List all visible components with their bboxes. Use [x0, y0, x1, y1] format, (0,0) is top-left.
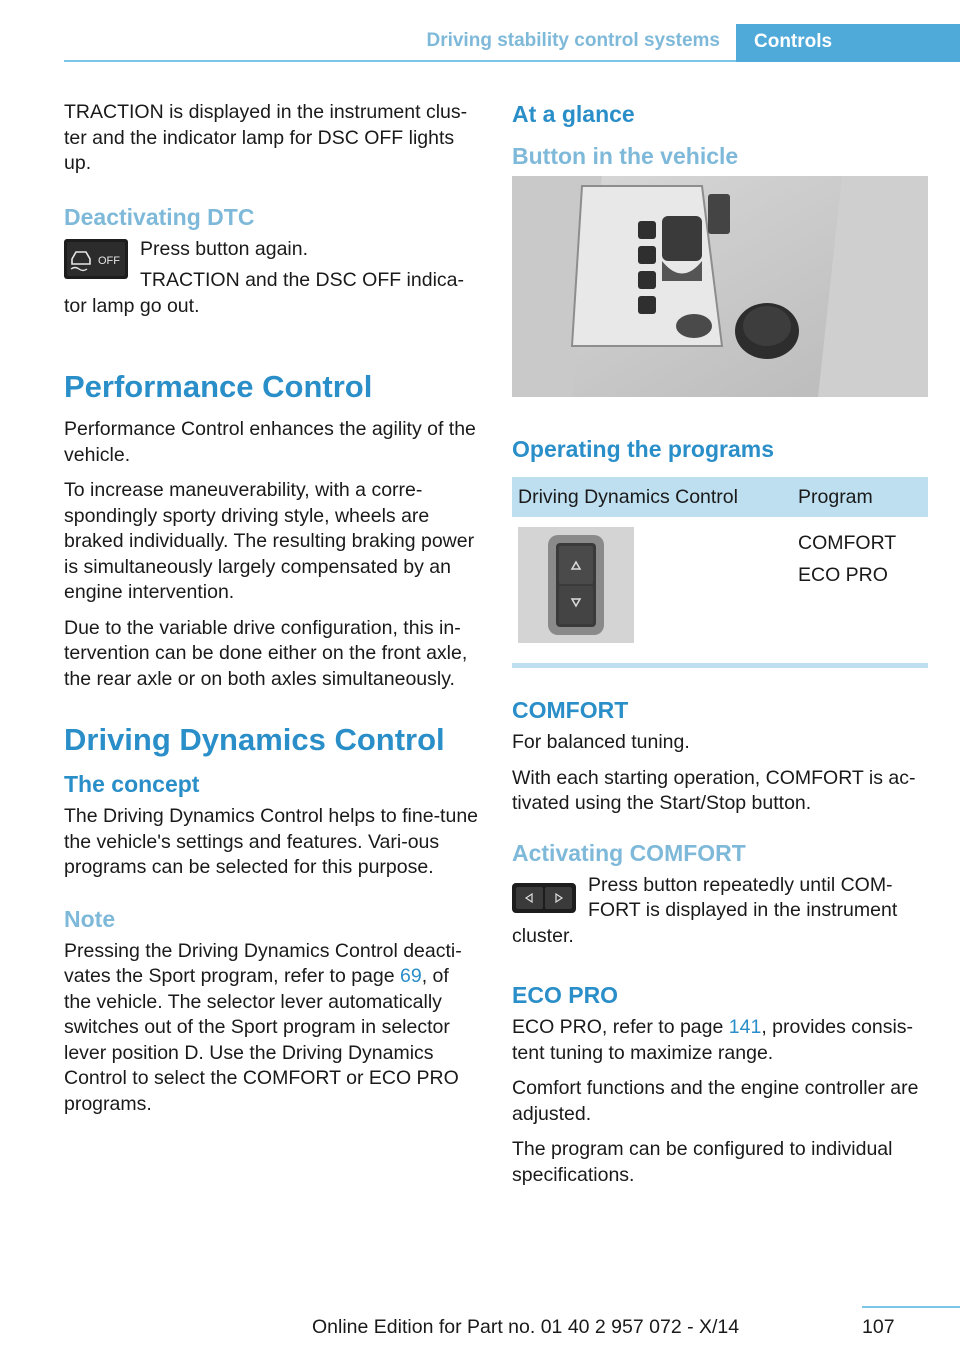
deactivating-dtc-heading: Deactivating DTC	[64, 203, 255, 230]
concept-heading: The concept	[64, 771, 200, 797]
performance-paragraph-2: To increase maneuverability, with a corre-spondingly sporty driving style, wheels are braked individually. The resulting braking power is simultaneously largely compensated by an engine intervention.	[64, 479, 475, 603]
ddc-switch-cell	[512, 517, 792, 663]
chapter-tab: Controls	[736, 24, 960, 62]
svg-text:OFF: OFF	[98, 254, 120, 267]
table-header-program: Program	[792, 477, 928, 517]
table-row	[512, 517, 928, 663]
programs-table	[512, 477, 928, 663]
activate-block	[512, 873, 928, 960]
activating-comfort-heading: Activating COMFORT	[512, 839, 746, 866]
left-column	[64, 100, 480, 1127]
performance-control-heading: Performance Control	[64, 369, 373, 404]
right-column	[512, 100, 928, 1198]
program-eco-pro: ECO PRO	[798, 564, 888, 586]
dsc-off-button-icon	[64, 239, 128, 279]
driving-dynamics-switch-image	[518, 527, 634, 643]
comfort-paragraph-2: With each starting operation, COMFORT is ac-tivated using the Start/Stop button.	[512, 766, 916, 814]
concept-paragraph: The Driving Dynamics Control helps to fine-tune the vehicle's settings and features. Vari-ous programs can be selected for this purpose.	[64, 805, 479, 878]
program-comfort: COMFORT	[798, 532, 897, 554]
driving-dynamics-control-heading: Driving Dynamics Control	[64, 722, 445, 757]
performance-paragraph-3: Due to the variable drive configuration, this in-tervention can be done either on the front axle, the rear axle or on both axles simultaneously.	[64, 616, 468, 690]
page-141-link[interactable]: 141	[728, 1016, 762, 1038]
button-in-vehicle-heading: Button in the vehicle	[512, 143, 739, 169]
center-console-photo	[512, 176, 928, 397]
eco-pro-paragraph-3: The program can be configured to individual specifications.	[512, 1138, 893, 1186]
at-a-glance-heading: At a glance	[512, 101, 635, 127]
note-heading: Note	[64, 905, 116, 932]
footer-rule	[862, 1306, 960, 1308]
eco-pro-paragraph-2: Comfort functions and the engine controller are adjusted.	[512, 1077, 919, 1125]
operating-programs-heading: Operating the programs	[512, 436, 774, 462]
table-header-control: Driving Dynamics Control	[512, 477, 792, 517]
table-bottom-rule	[512, 663, 928, 668]
activating-comfort-paragraph: Press button repeatedly until COM-FORT is displayed in the instrument cluster.	[512, 873, 898, 947]
ddc-rocker-switch-icon	[512, 877, 576, 917]
eco-pro-paragraph-1: ECO PRO, refer to page 141, provides consis-tent tuning to maximize range.	[512, 1016, 914, 1064]
comfort-paragraph-1: For balanced tuning.	[512, 731, 690, 753]
page-number: 107	[862, 1316, 895, 1338]
program-list-cell	[792, 517, 928, 663]
page-69-link[interactable]: 69	[400, 965, 422, 987]
deactivate-block	[64, 237, 480, 330]
eco-pro-heading: ECO PRO	[512, 982, 619, 1008]
intro-paragraph: TRACTION is displayed in the instrument clus-ter and the indicator lamp for DSC OFF lights up.	[64, 101, 468, 174]
deactivate-line1: Press button again.	[140, 237, 309, 260]
online-edition-text: Online Edition for Part no. 01 40 2 957 072 - X/14	[312, 1316, 740, 1338]
deactivate-line2: TRACTION and the DSC OFF indica-tor lamp go out.	[64, 269, 464, 317]
performance-paragraph-1: Performance Control enhances the agility of the vehicle.	[64, 418, 476, 466]
note-paragraph: Pressing the Driving Dynamics Control deacti-vates the Sport program, refer to page 69, of the vehicle. The selector lever automatically switches out of the Sport program in selector lever position D. Use the Driving Dynamics Control to select the COMFORT or ECO PRO programs.	[64, 939, 462, 1115]
comfort-heading: COMFORT	[512, 697, 629, 723]
section-title: Driving stability control systems	[426, 30, 720, 51]
